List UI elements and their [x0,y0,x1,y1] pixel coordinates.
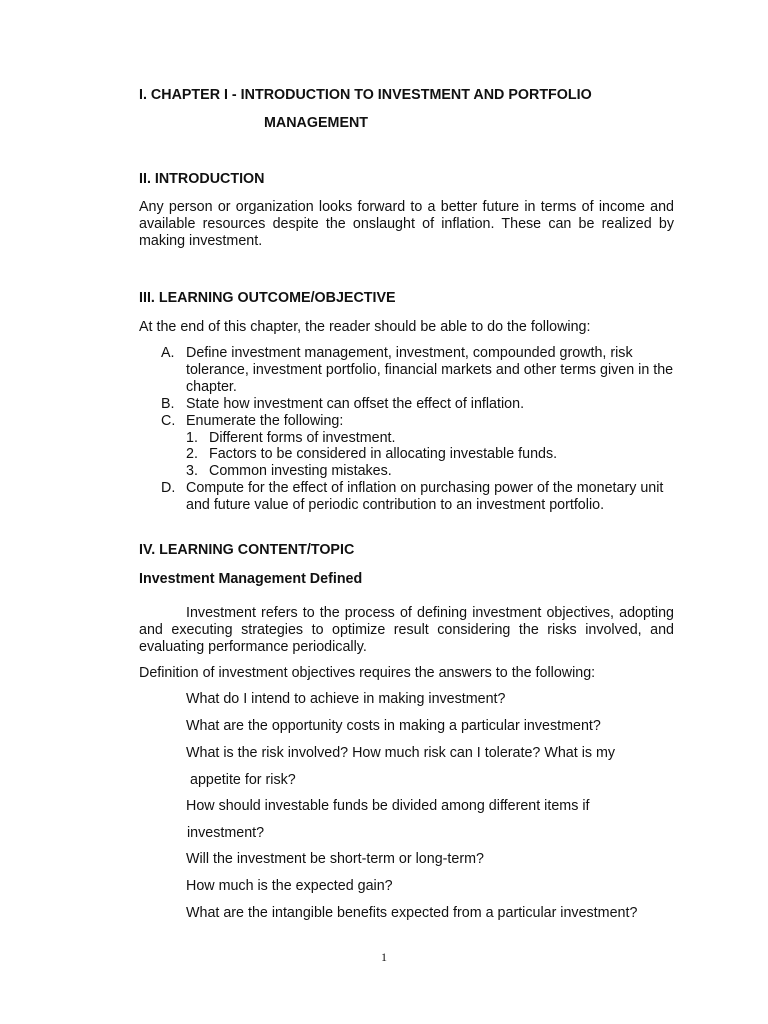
objective-letter-a: A. [161,345,175,361]
subitem-number-3: 3. [186,463,198,479]
subitem-number-1: 1. [186,430,198,446]
question-line: What are the intangible benefits expected from a particular investment? [186,905,638,921]
subitem-text-2: Factors to be considered in allocating investable funds. [209,446,558,462]
question-line: How should investable funds be divided among different items if [186,798,590,814]
content-subheading: Investment Management Defined [139,571,363,587]
investment-definition-paragraph: Investment refers to the process of defining investment objectives, adopting and executing strategies to optimize result considering the risks involved, and evaluating performance periodically. [139,605,674,655]
content-heading: IV. LEARNING CONTENT/TOPIC [139,542,355,558]
subitem-text-3: Common investing mistakes. [209,463,392,479]
subitem-text-1: Different forms of investment. [209,430,396,446]
chapter-title-line-1: I. CHAPTER I - INTRODUCTION TO INVESTMENT AND PORTFOLIO [139,87,592,103]
objective-letter-b: B. [161,396,175,412]
question-line: Will the investment be short-term or long-term? [186,851,484,867]
introduction-paragraph: Any person or organization looks forward to a better future in terms of income and available resources despite the onslaught of inflation. These can be realized by making investment. [139,199,674,249]
question-line: What do I intend to achieve in making investment? [186,691,506,707]
question-line: What are the opportunity costs in making a particular investment? [186,718,601,734]
objectives-requirement-paragraph: Definition of investment objectives requires the answers to the following: [139,665,596,681]
objective-text-c: Enumerate the following: [186,413,344,429]
objective-letter-c: C. [161,413,176,429]
objective-text-b: State how investment can offset the effect of inflation. [186,396,525,412]
subitem-number-2: 2. [186,446,198,462]
objective-text-a: Define investment management, investment, compounded growth, risk tolerance, investment portfolio, financial markets and other terms given in the chapter. [186,345,674,395]
objective-letter-d: D. [161,480,176,496]
chapter-title-line-2: MANAGEMENT [264,115,369,131]
question-line: investment? [187,825,265,841]
introduction-heading: II. INTRODUCTION [139,171,265,187]
page-number: 1 [381,950,387,964]
question-line: appetite for risk? [190,772,296,788]
question-line: How much is the expected gain? [186,878,393,894]
objectives-lead: At the end of this chapter, the reader should be able to do the following: [139,319,591,335]
objectives-heading: III. LEARNING OUTCOME/OBJECTIVE [139,290,396,306]
question-line: What is the risk involved? How much risk can I tolerate? What is my [186,745,616,761]
objective-text-d: Compute for the effect of inflation on purchasing power of the monetary unit and future value of periodic contribution to an investment portfolio. [186,480,664,513]
